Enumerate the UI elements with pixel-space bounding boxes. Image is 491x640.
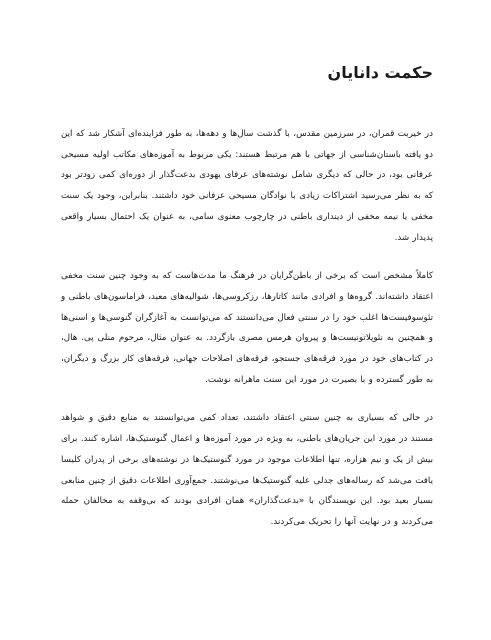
paragraph-3: در حالی که بسیاری به چنین سنتی اعتقاد داشتند، تعداد کمی می‌توانستند به منابع دقیق و شواهد مستند در مورد این جریان‌های باطنی، به ویژه در مورد آموزه‌ها و اعمال گنوستیک‌ها، اشاره کنند. برای بیش از یک و نیم هزاره، تنها اطلاعات موجود در مورد گنوستیک‌ها در نوشته‌های برخی از پدران کلیسا یافت می‌شد که رساله‌های جدلی علیه گنوستیک‌ها می‌نوشتند. جمع‌آوری اطلاعات دقیق از چنین منابعی بسیار بعید بود. این نویسندگان با «بدعت‌گذاران» همان افرادی بودند که بی‌وقفه به مخالفان حمله می‌کردند و در نهایت آنها را تحریک می‌کردند. — [61, 413, 433, 527]
document-body — [61, 124, 433, 533]
page-title: حکمت دانایان — [327, 63, 433, 82]
paragraph-2: کاملاً مشخص است که برخی از باطن‌گرایان در فرهنگ ما مدت‌هاست که به وجود چنین سنت مخفی اعتقاد داشته‌اند. گروه‌ها و افرادی مانند کاتارها، رزکروسی‌ها، شوالیه‌های معبد، فراماسون‌های باطنی و تئوسوفیست‌ها اغلب خود را در سنتی فعال می‌دانستند که می‌توانست به آغازگران گنوسی‌ها و اسنی‌ها و همچنین به نئوپلاتونیست‌ها و پیروان هرمس مصری بازگردد. به عنوان مثال، مرحوم منلی پی. هال، در کتاب‌های خود در مورد فرقه‌های جستجو، فرقه‌های اصلاحات جهانی، فرقه‌های کار بزرگ و دیگران، به طور گسترده و با بصیرت در مورد این سنت ماهرانه نوشت. — [61, 271, 433, 385]
paragraph-1: در خیربت قمران، در سرزمین مقدس، با گذشت سال‌ها و دهه‌ها، به طور فزاینده‌ای آشکار شد که این دو یافته باستان‌شناسی از جهاتی با هم مرتبط هستند: یکی مربوط به آموزه‌های مکاتب اولیه مسیحی عرفانی بود، در حالی که دیگری شامل نوشته‌های عرفای یهودی بدعت‌گذار از دوره‌ای کمی زودتر بود که به نظر می‌رسید اشتراکات زیادی با نوادگان مسیحی عرفانی خود داشتند. بنابراین، وجود یک سنت مخفی یا نیمه مخفی از دینداری باطنی در چارچوب معنوی سامی، به عنوان یک احتمال بسیار واقعی پدیدار شد. — [61, 129, 433, 243]
